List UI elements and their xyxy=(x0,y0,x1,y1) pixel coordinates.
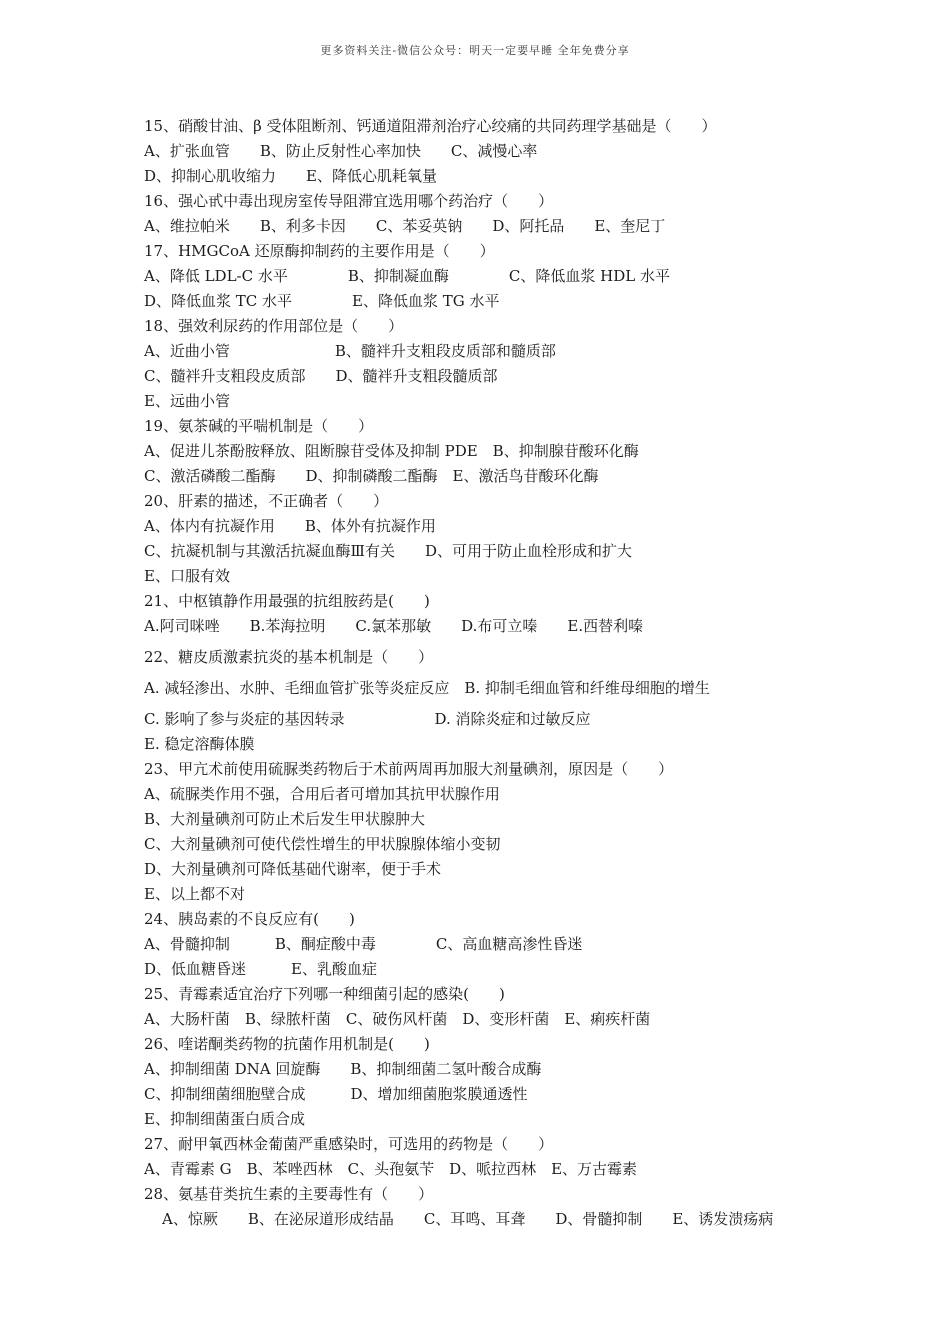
options-24-a-c: A、骨髓抑制 B、酮症酸中毒 C、高血糖高渗性昏迷 xyxy=(144,935,583,953)
options-27: A、青霉素 G B、苯唑西林 C、头孢氨苄 D、哌拉西林 E、万古霉素 xyxy=(144,1160,638,1178)
options-18-a-b: A、近曲小管 B、髓袢升支粗段皮质部和髓质部 xyxy=(144,342,556,360)
options-15-a-c: A、扩张血管 B、防止反射性心率加快 C、减慢心率 xyxy=(144,142,538,160)
question-18: 18、强效利尿药的作用部位是（ ） xyxy=(144,317,404,335)
options-16: A、维拉帕米 B、利多卡因 C、苯妥英钠 D、阿托品 E、奎尼丁 xyxy=(144,217,666,235)
options-21: A.阿司咪唑 B.苯海拉明 C.氯苯那敏 D.布可立嗪 E.西替利嗪 xyxy=(144,617,644,635)
options-26-e: E、抑制细菌蛋白质合成 xyxy=(144,1110,305,1128)
options-17-d-e: D、降低血浆 TC 水平 E、降低血浆 TG 水平 xyxy=(144,292,500,310)
options-23-d: D、大剂量碘剂可降低基础代谢率，便于手术 xyxy=(144,860,442,878)
options-19-c-e: C、激活磷酸二酯酶 D、抑制磷酸二酯酶 E、激活鸟苷酸环化酶 xyxy=(144,467,599,485)
question-list xyxy=(144,114,844,1232)
question-27: 27、耐甲氧西林金葡菌严重感染时，可选用的药物是（ ） xyxy=(144,1135,554,1153)
options-23-c: C、大剂量碘剂可使代偿性增生的甲状腺腺体缩小变韧 xyxy=(144,835,501,853)
question-20: 20、肝素的描述，不正确者（ ） xyxy=(144,492,389,510)
options-23-b: B、大剂量碘剂可防止术后发生甲状腺肿大 xyxy=(144,810,426,828)
options-18-c-d: C、髓袢升支粗段皮质部 D、髓袢升支粗段髓质部 xyxy=(144,367,498,385)
question-23: 23、甲亢术前使用硫脲类药物后于术前两周再加服大剂量碘剂，原因是（ ） xyxy=(144,760,674,778)
options-15-d-e: D、抑制心肌收缩力 E、降低心肌耗氧量 xyxy=(144,167,437,185)
question-24: 24、胰岛素的不良反应有( ) xyxy=(144,910,355,928)
options-25: A、大肠杆菌 B、绿脓杆菌 C、破伤风杆菌 D、变形杆菌 E、痢疾杆菌 xyxy=(144,1010,651,1028)
question-17: 17、HMGCoA 还原酶抑制药的主要作用是（ ） xyxy=(144,242,495,260)
options-17-a-c: A、降低 LDL-C 水平 B、抑制凝血酶 C、降低血浆 HDL 水平 xyxy=(144,267,670,285)
page-header: 更多资料关注-微信公众号：明天一定要早睡 全年免费分享 xyxy=(320,44,630,57)
options-22-a-b: A. 减轻渗出、水肿、毛细血管扩张等炎症反应 B. 抑制毛细血管和纤维母细胞的增生 xyxy=(144,679,710,697)
options-23-a: A、硫脲类作用不强，合用后者可增加其抗甲状腺作用 xyxy=(144,785,500,803)
options-26-a-b: A、抑制细菌 DNA 回旋酶 B、抑制细菌二氢叶酸合成酶 xyxy=(144,1060,542,1078)
options-26-c-d: C、抑制细菌细胞壁合成 D、增加细菌胞浆膜通透性 xyxy=(144,1085,528,1103)
question-26: 26、喹诺酮类药物的抗菌作用机制是( ) xyxy=(144,1035,430,1053)
options-28: A、惊厥 B、在泌尿道形成结晶 C、耳鸣、耳聋 D、骨髓抑制 E、诱发溃疡病 xyxy=(162,1210,774,1228)
options-20-a-b: A、体内有抗凝作用 B、体外有抗凝作用 xyxy=(144,517,436,535)
options-18-e: E、远曲小管 xyxy=(144,392,230,410)
question-28: 28、氨基苷类抗生素的主要毒性有（ ） xyxy=(144,1185,434,1203)
options-22-e: E. 稳定溶酶体膜 xyxy=(144,735,255,753)
options-20-c-d: C、抗凝机制与其激活抗凝血酶Ⅲ有关 D、可用于防止血栓形成和扩大 xyxy=(144,542,632,560)
options-19-a-b: A、促进儿茶酚胺释放、阻断腺苷受体及抑制 PDE B、抑制腺苷酸环化酶 xyxy=(144,442,639,460)
options-23-e: E、以上都不对 xyxy=(144,885,245,903)
question-16: 16、强心甙中毒出现房室传导阻滞宜选用哪个药治疗（ ） xyxy=(144,192,554,210)
question-22: 22、糖皮质激素抗炎的基本机制是（ ） xyxy=(144,648,434,666)
question-25: 25、青霉素适宜治疗下列哪一种细菌引起的感染( ) xyxy=(144,985,505,1003)
question-21: 21、中枢镇静作用最强的抗组胺药是( ) xyxy=(144,592,430,610)
options-20-e: E、口服有效 xyxy=(144,567,230,585)
question-19: 19、氨茶碱的平喘机制是（ ） xyxy=(144,417,374,435)
options-22-c-d: C. 影响了参与炎症的基因转录 D. 消除炎症和过敏反应 xyxy=(144,710,591,728)
options-24-d-e: D、低血糖昏迷 E、乳酸血症 xyxy=(144,960,377,978)
question-15: 15、硝酸甘油、β 受体阻断剂、钙通道阻滞剂治疗心绞痛的共同药理学基础是（ ） xyxy=(144,117,717,135)
